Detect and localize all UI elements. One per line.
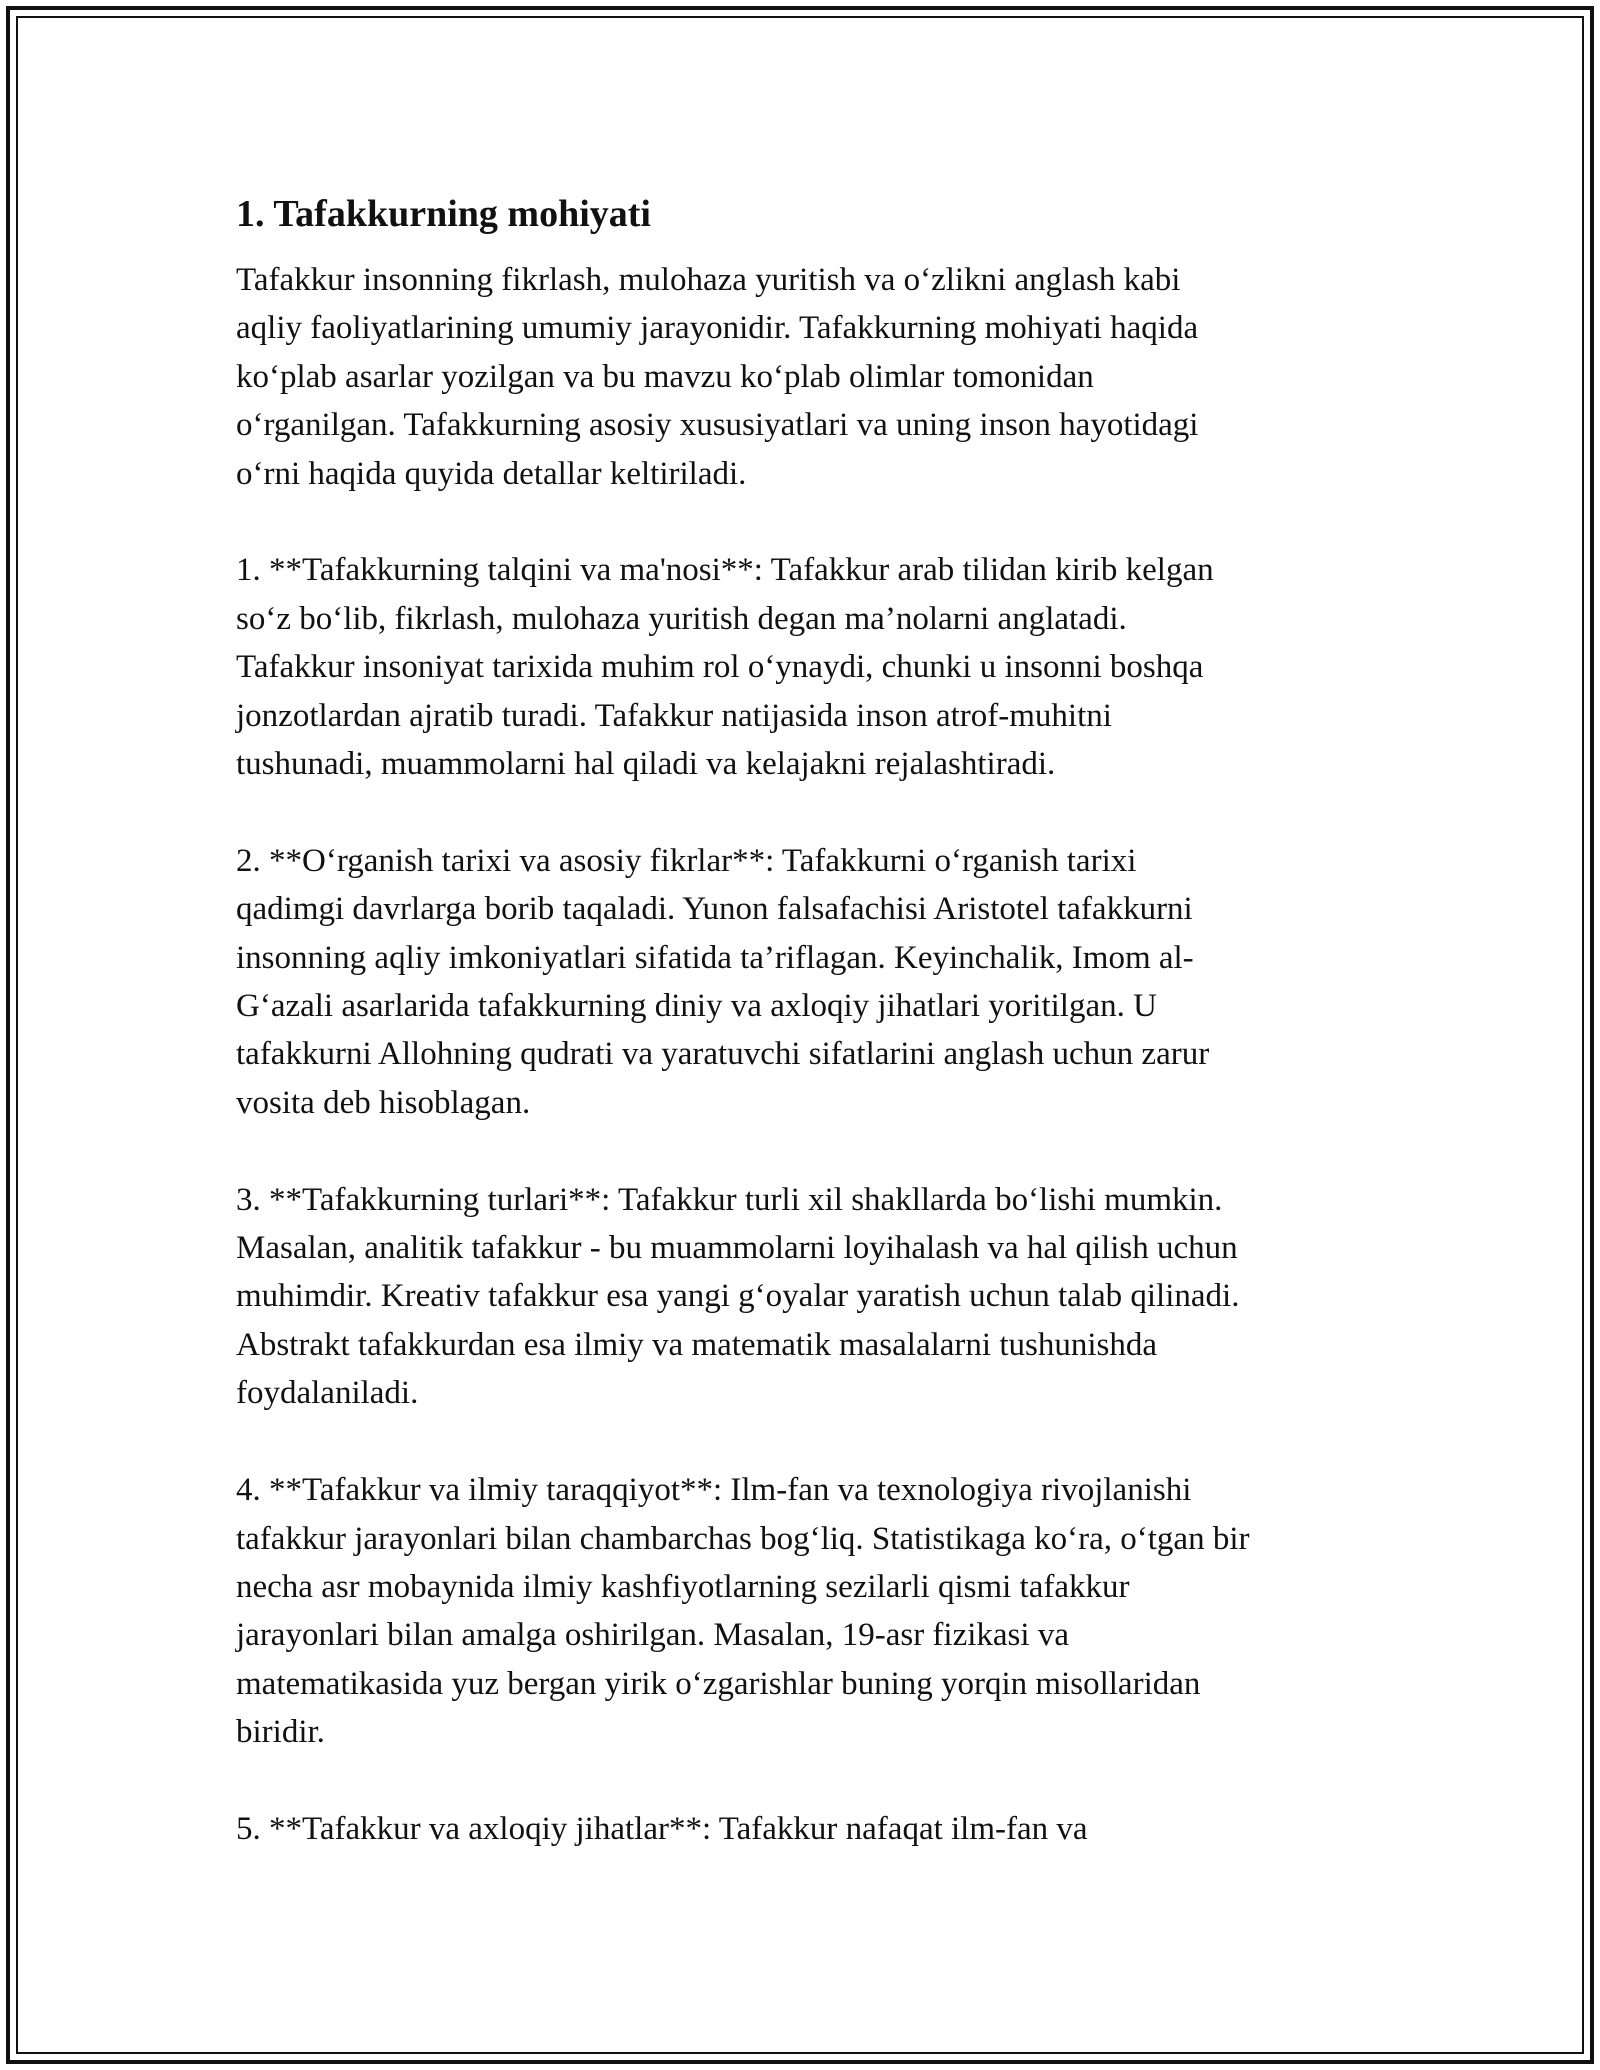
text-line: biridir. (236, 1714, 325, 1751)
text-line: vosita deb hisoblagan. (236, 1084, 531, 1121)
paragraph-item-1 (236, 546, 1396, 788)
text-line: 5. **Tafakkur va axloqiy jihatlar**: Tafakkur nafaqat ilm-fan va (236, 1810, 1088, 1847)
section-heading: 1. Tafakkurning mohiyati (236, 193, 651, 235)
text-line: necha asr mobaynida ilmiy kashfiyotlarning sezilarli qismi tafakkur (236, 1568, 1130, 1605)
text-line: muhimdir. Kreativ tafakkur esa yangi g‘oyalar yaratish uchun talab qilinadi. (236, 1278, 1240, 1315)
text-line: tafakkur jarayonlari bilan chambarchas bog‘liq. Statistikaga ko‘ra, o‘tgan bir (236, 1520, 1250, 1557)
text-line: foydalaniladi. (236, 1375, 419, 1412)
text-line: G‘azali asarlarida tafakkurning diniy va axloqiy jihatlari yoritilgan. U (236, 988, 1157, 1025)
intro-paragraph (236, 256, 1396, 498)
paragraph-item-4 (236, 1466, 1396, 1756)
text-line: 1. **Tafakkurning talqini va ma'nosi**: Tafakkur arab tilidan kirib kelgan (236, 552, 1214, 589)
text-line: Tafakkur insonning fikrlash, mulohaza yuritish va o‘zlikni anglash kabi (236, 262, 1181, 298)
text-line: jarayonlari bilan amalga oshirilgan. Masalan, 19-asr fizikasi va (236, 1617, 1069, 1654)
text-line: Abstrakt tafakkurdan esa ilmiy va matematik masalalarni tushunishda (236, 1326, 1157, 1363)
text-line: matematikasida yuz bergan yirik o‘zgarishlar buning yorqin misollaridan (236, 1665, 1201, 1702)
text-line: 3. **Tafakkurning turlari**: Tafakkur turli xil shakllarda bo‘lishi mumkin. (236, 1181, 1223, 1218)
text-line: insonning aqliy imkoniyatlari sifatida ta’riflagan. Keyinchalik, Imom al- (236, 939, 1194, 976)
document-body (236, 186, 1396, 1902)
text-line: so‘z bo‘lib, fikrlash, mulohaza yuritish degan ma’nolarni anglatadi. (236, 600, 1127, 637)
text-line: 4. **Tafakkur va ilmiy taraqqiyot**: Ilm-fan va texnologiya rivojlanishi (236, 1472, 1192, 1509)
text-line: jonzotlardan ajratib turadi. Tafakkur natijasida inson atrof-muhitni (236, 697, 1112, 734)
text-line: Tafakkur insoniyat tarixida muhim rol o‘ynaydi, chunki u insonni boshqa (236, 649, 1204, 686)
text-line: aqliy faoliyatlarining umumiy jarayonidir. Tafakkurning mohiyati haqida (236, 310, 1199, 347)
text-line: qadimgi davrlarga borib taqaladi. Yunon falsafachisi Aristotel tafakkurni (236, 891, 1193, 928)
text-line: Masalan, analitik tafakkur - bu muammolarni loyihalash va hal qilish uchun (236, 1230, 1238, 1267)
text-line: tushunadi, muammolarni hal qiladi va kelajakni rejalashtiradi. (236, 746, 1056, 783)
text-line: 2. **O‘rganish tarixi va asosiy fikrlar**: Tafakkurni o‘rganish tarixi (236, 842, 1137, 879)
text-line: o‘rganilgan. Tafakkurning asosiy xususiyatlari va uning inson hayotidagi (236, 407, 1199, 444)
text-line: ko‘plab asarlar yozilgan va bu mavzu ko‘plab olimlar tomonidan (236, 358, 1094, 395)
text-line: tafakkurni Allohning qudrati va yaratuvchi sifatlarini anglash uchun zarur (236, 1036, 1210, 1073)
text-line: o‘rni haqida quyida detallar keltiriladi. (236, 455, 747, 492)
paragraph-item-2 (236, 837, 1396, 1127)
paragraph-item-5 (236, 1805, 1396, 1853)
paragraph-item-3 (236, 1176, 1396, 1418)
